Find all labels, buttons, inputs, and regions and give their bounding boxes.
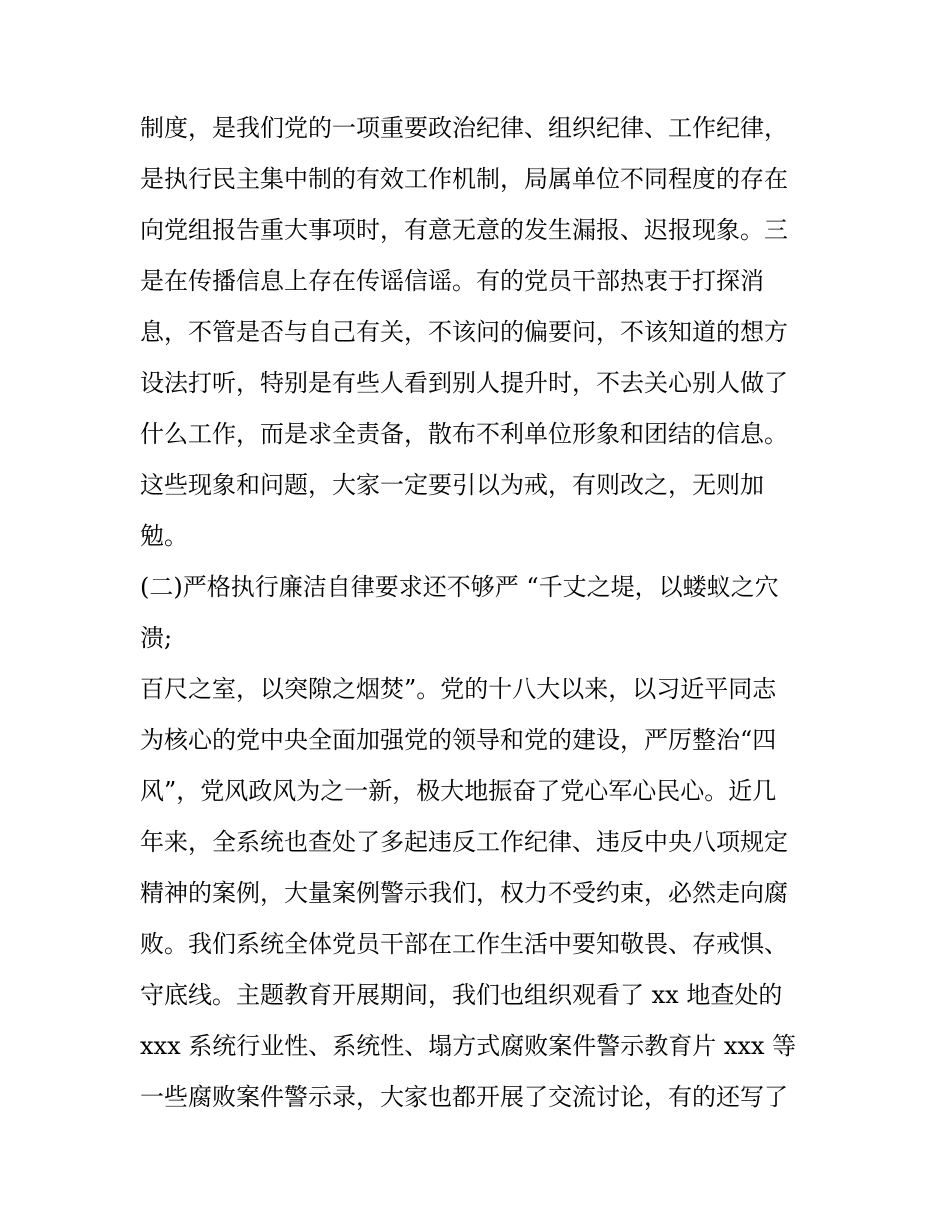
- text-line-14: 风”，党风政风为之一新，极大地振奋了党心军心民心。近几: [140, 777, 777, 805]
- text-line-5: 息，不管是否与自己有关，不该问的偏要问，不该知道的想方: [140, 318, 788, 346]
- text-line-6: 设法打听，特别是有些人看到别人提升时，不去关心别人做了: [140, 369, 788, 397]
- text-line-9: 勉。: [140, 522, 188, 550]
- text-line-20: 一些腐败案件警示录，大家也都开展了交流讨论，有的还写了: [140, 1083, 788, 1111]
- text-line-4: 是在传播信息上存在传谣信谣。有的党员干部热衷于打探消: [140, 267, 764, 295]
- text-line-17: 败。我们系统全体党员干部在工作生活中要知敬畏、存戒惧、: [140, 930, 788, 958]
- text-line-7: 什么工作，而是求全责备，散布不利单位形象和团结的信息。: [140, 420, 788, 448]
- text-line-3: 向党组报告重大事项时，有意无意的发生漏报、迟报现象。三: [140, 216, 788, 244]
- text-line-19: xxx 系统行业性、系统性、塌方式腐败案件警示教育片 xxx 等: [140, 1032, 797, 1060]
- text-line-8: 这些现象和问题，大家一定要引以为戒，有则改之，无则加: [140, 471, 764, 499]
- section-heading-line: (二)严格执行廉洁自律要求还不够严 “千丈之堤，以蝼蚁之穴: [140, 573, 779, 601]
- text-line-1: 制度，是我们党的一项重要政治纪律、组织纪律、工作纪律，: [140, 114, 788, 142]
- text-line-16: 精神的案例，大量案例警示我们，权力不受约束，必然走向腐: [140, 879, 788, 907]
- text-line-2: 是执行民主集中制的有效工作机制，局属单位不同程度的存在: [140, 165, 788, 193]
- text-line-15: 年来，全系统也查处了多起违反工作纪律、违反中央八项规定: [140, 828, 788, 856]
- text-line-13: 为核心的党中央全面加强党的领导和党的建设，严厉整治“四: [140, 726, 777, 754]
- text-line-18: 守底线。主题教育开展期间，我们也组织观看了 xx 地查处的: [140, 981, 783, 1009]
- text-line-11: 溃;: [140, 624, 173, 652]
- body-text: [140, 103, 820, 1123]
- text-line-12: 百尺之室，以突隙之烟焚”。党的十八大以来，以习近平同志: [140, 675, 777, 703]
